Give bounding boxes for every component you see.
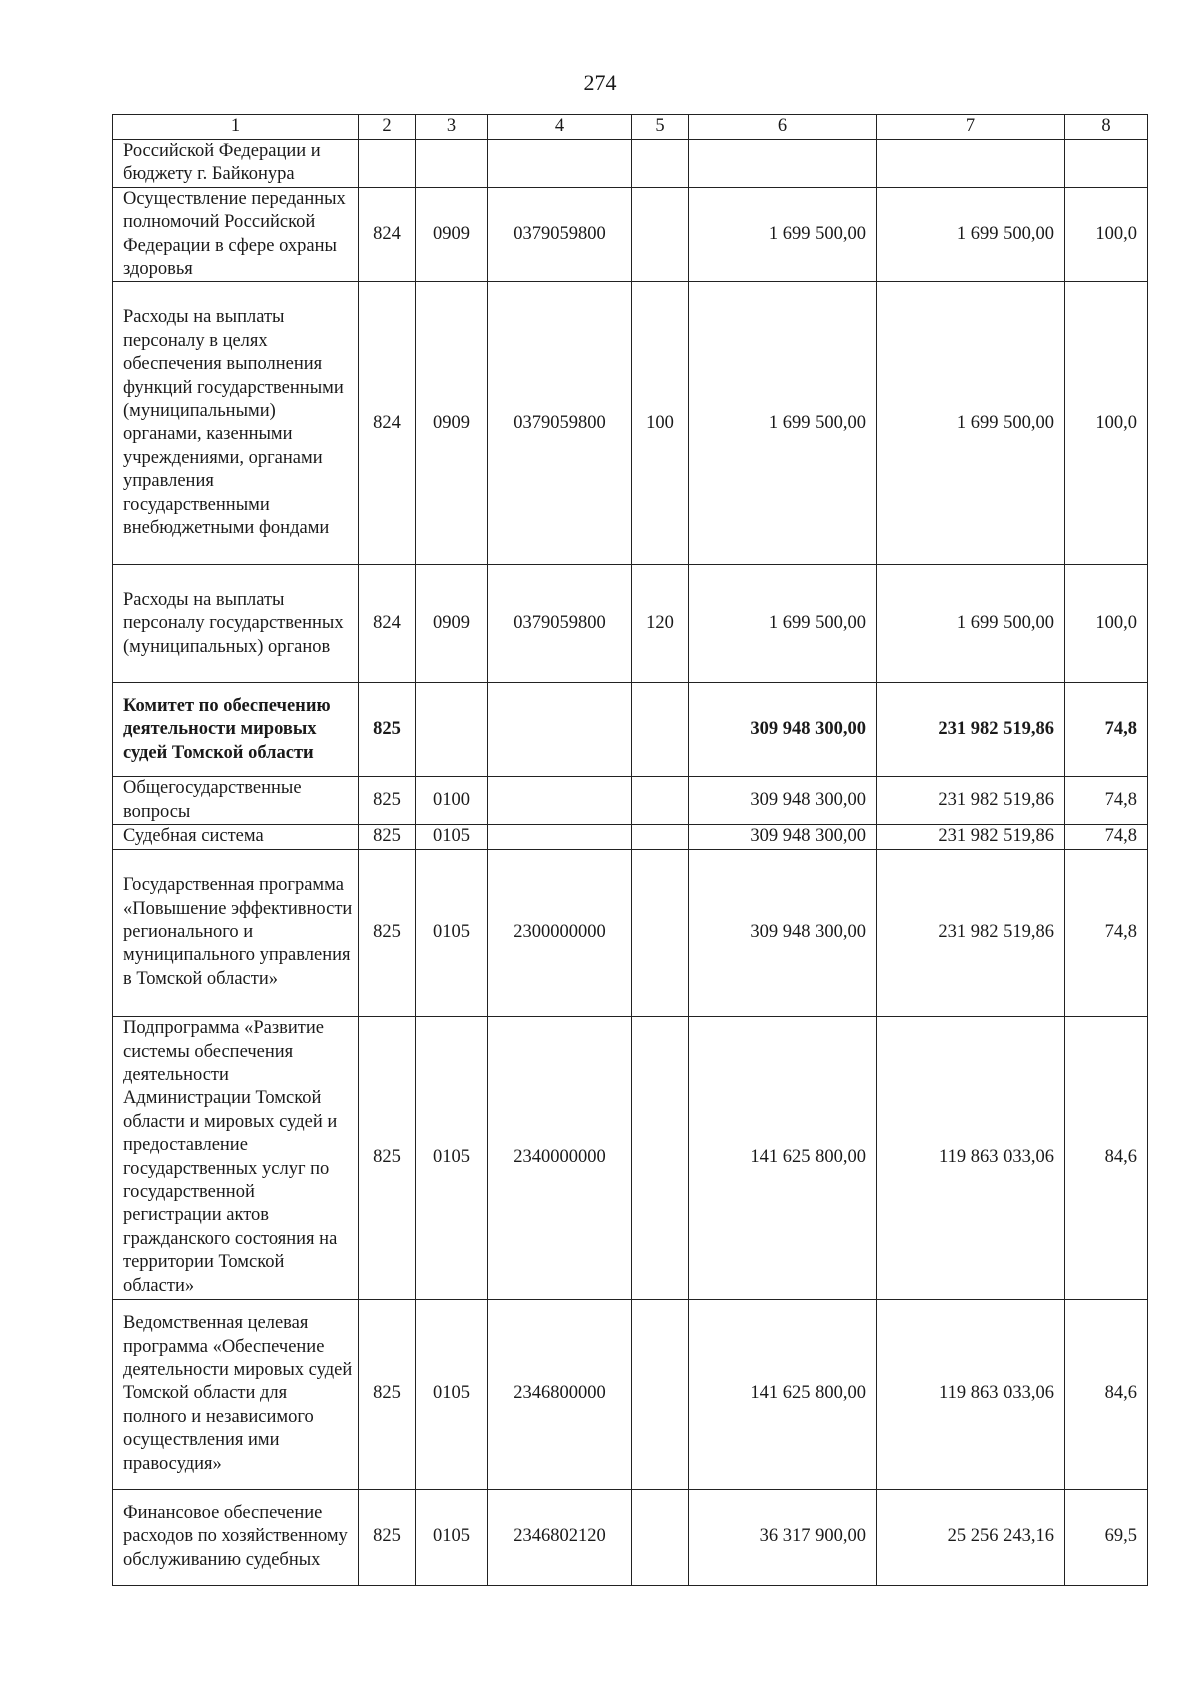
chapter-code: 825 xyxy=(359,825,416,849)
target-article-code xyxy=(488,825,632,849)
planned-amount: 309 948 300,00 xyxy=(689,777,877,825)
execution-percent: 69,5 xyxy=(1065,1489,1148,1585)
target-article-code: 2300000000 xyxy=(488,849,632,1016)
table-row xyxy=(113,825,1148,849)
execution-percent xyxy=(1065,140,1148,188)
executed-amount: 231 982 519,86 xyxy=(877,849,1065,1016)
chapter-code: 824 xyxy=(359,282,416,565)
executed-amount: 119 863 033,06 xyxy=(877,1299,1065,1489)
execution-percent: 74,8 xyxy=(1065,849,1148,1016)
expense-type-code xyxy=(632,683,689,777)
execution-percent: 100,0 xyxy=(1065,565,1148,683)
row-description: Ведомственная целевая программа «Обеспечение деятельности мировых судей Томской области для полного и независимого осуществления ими правосудия» xyxy=(113,1299,359,1489)
section-code: 0100 xyxy=(416,777,488,825)
chapter-code: 825 xyxy=(359,1016,416,1299)
expense-type-code xyxy=(632,777,689,825)
row-description: Комитет по обеспечению деятельности мировых судей Томской области xyxy=(113,683,359,777)
planned-amount: 36 317 900,00 xyxy=(689,1489,877,1585)
section-code xyxy=(416,140,488,188)
row-description: Судебная система xyxy=(113,825,359,849)
column-header: 1 xyxy=(113,115,359,140)
chapter-code: 825 xyxy=(359,1299,416,1489)
table-row xyxy=(113,187,1148,282)
chapter-code: 824 xyxy=(359,187,416,282)
section-code: 0105 xyxy=(416,825,488,849)
chapter-code: 825 xyxy=(359,849,416,1016)
section-code: 0105 xyxy=(416,1299,488,1489)
execution-percent: 100,0 xyxy=(1065,282,1148,565)
planned-amount: 1 699 500,00 xyxy=(689,565,877,683)
planned-amount: 309 948 300,00 xyxy=(689,683,877,777)
execution-percent: 74,8 xyxy=(1065,683,1148,777)
page-number: 274 xyxy=(583,70,617,95)
table-row xyxy=(113,565,1148,683)
section-code: 0909 xyxy=(416,282,488,565)
executed-amount: 231 982 519,86 xyxy=(877,825,1065,849)
section-code: 0909 xyxy=(416,565,488,683)
execution-percent: 74,8 xyxy=(1065,825,1148,849)
section-code: 0105 xyxy=(416,1016,488,1299)
planned-amount: 141 625 800,00 xyxy=(689,1299,877,1489)
expense-type-code: 120 xyxy=(632,565,689,683)
budget-table xyxy=(112,114,1148,1586)
column-header: 7 xyxy=(877,115,1065,140)
header-row xyxy=(113,115,1148,140)
expense-type-code xyxy=(632,1016,689,1299)
chapter-code: 825 xyxy=(359,1489,416,1585)
executed-amount xyxy=(877,140,1065,188)
executed-amount: 231 982 519,86 xyxy=(877,777,1065,825)
row-description: Финансовое обеспечение расходов по хозяйственному обслуживанию судебных xyxy=(113,1489,359,1585)
section-code: 0105 xyxy=(416,1489,488,1585)
planned-amount: 309 948 300,00 xyxy=(689,849,877,1016)
column-header: 2 xyxy=(359,115,416,140)
target-article-code: 2346800000 xyxy=(488,1299,632,1489)
target-article-code xyxy=(488,683,632,777)
column-header: 4 xyxy=(488,115,632,140)
target-article-code: 0379059800 xyxy=(488,282,632,565)
section-code: 0909 xyxy=(416,187,488,282)
expense-type-code xyxy=(632,140,689,188)
executed-amount: 1 699 500,00 xyxy=(877,565,1065,683)
table-row xyxy=(113,1299,1148,1489)
execution-percent: 100,0 xyxy=(1065,187,1148,282)
execution-percent: 84,6 xyxy=(1065,1299,1148,1489)
executed-amount: 231 982 519,86 xyxy=(877,683,1065,777)
planned-amount: 309 948 300,00 xyxy=(689,825,877,849)
executed-amount: 1 699 500,00 xyxy=(877,282,1065,565)
target-article-code: 2340000000 xyxy=(488,1016,632,1299)
chapter-code: 824 xyxy=(359,565,416,683)
expense-type-code: 100 xyxy=(632,282,689,565)
planned-amount: 1 699 500,00 xyxy=(689,187,877,282)
chapter-code xyxy=(359,140,416,188)
section-code xyxy=(416,683,488,777)
execution-percent: 84,6 xyxy=(1065,1016,1148,1299)
executed-amount: 25 256 243,16 xyxy=(877,1489,1065,1585)
column-header: 6 xyxy=(689,115,877,140)
target-article-code xyxy=(488,140,632,188)
expense-type-code xyxy=(632,187,689,282)
target-article-code: 0379059800 xyxy=(488,565,632,683)
executed-amount: 119 863 033,06 xyxy=(877,1016,1065,1299)
row-description: Подпрограмма «Развитие системы обеспечения деятельности Администрации Томской области и мировых судей и предоставление государственных услуг по государственной регистрации актов гражданского состояния на территории Томской области» xyxy=(113,1016,359,1299)
target-article-code: 2346802120 xyxy=(488,1489,632,1585)
chapter-code: 825 xyxy=(359,777,416,825)
table-row xyxy=(113,282,1148,565)
table-row xyxy=(113,849,1148,1016)
table-row xyxy=(113,777,1148,825)
expense-type-code xyxy=(632,849,689,1016)
table-row xyxy=(113,1489,1148,1585)
row-description: Государственная программа «Повышение эффективности регионального и муниципального управления в Томской области» xyxy=(113,849,359,1016)
table-row xyxy=(113,1016,1148,1299)
executed-amount: 1 699 500,00 xyxy=(877,187,1065,282)
planned-amount: 1 699 500,00 xyxy=(689,282,877,565)
target-article-code: 0379059800 xyxy=(488,187,632,282)
row-description: Российской Федерации и бюджету г. Байконура xyxy=(113,140,359,188)
chapter-code: 825 xyxy=(359,683,416,777)
execution-percent: 74,8 xyxy=(1065,777,1148,825)
column-header: 8 xyxy=(1065,115,1148,140)
target-article-code xyxy=(488,777,632,825)
row-description: Общегосударственные вопросы xyxy=(113,777,359,825)
planned-amount: 141 625 800,00 xyxy=(689,1016,877,1299)
expense-type-code xyxy=(632,1489,689,1585)
section-code: 0105 xyxy=(416,849,488,1016)
column-header: 5 xyxy=(632,115,689,140)
table-row xyxy=(113,683,1148,777)
planned-amount xyxy=(689,140,877,188)
table-row xyxy=(113,140,1148,188)
column-header: 3 xyxy=(416,115,488,140)
row-description: Расходы на выплаты персоналу государственных (муниципальных) органов xyxy=(113,565,359,683)
row-description: Расходы на выплаты персоналу в целях обеспечения выполнения функций государственными (муниципальными) органами, казенными учреждениями, органами управления государственными внебюджетными фондами xyxy=(113,282,359,565)
row-description: Осуществление переданных полномочий Российской Федерации в сфере охраны здоровья xyxy=(113,187,359,282)
expense-type-code xyxy=(632,825,689,849)
expense-type-code xyxy=(632,1299,689,1489)
